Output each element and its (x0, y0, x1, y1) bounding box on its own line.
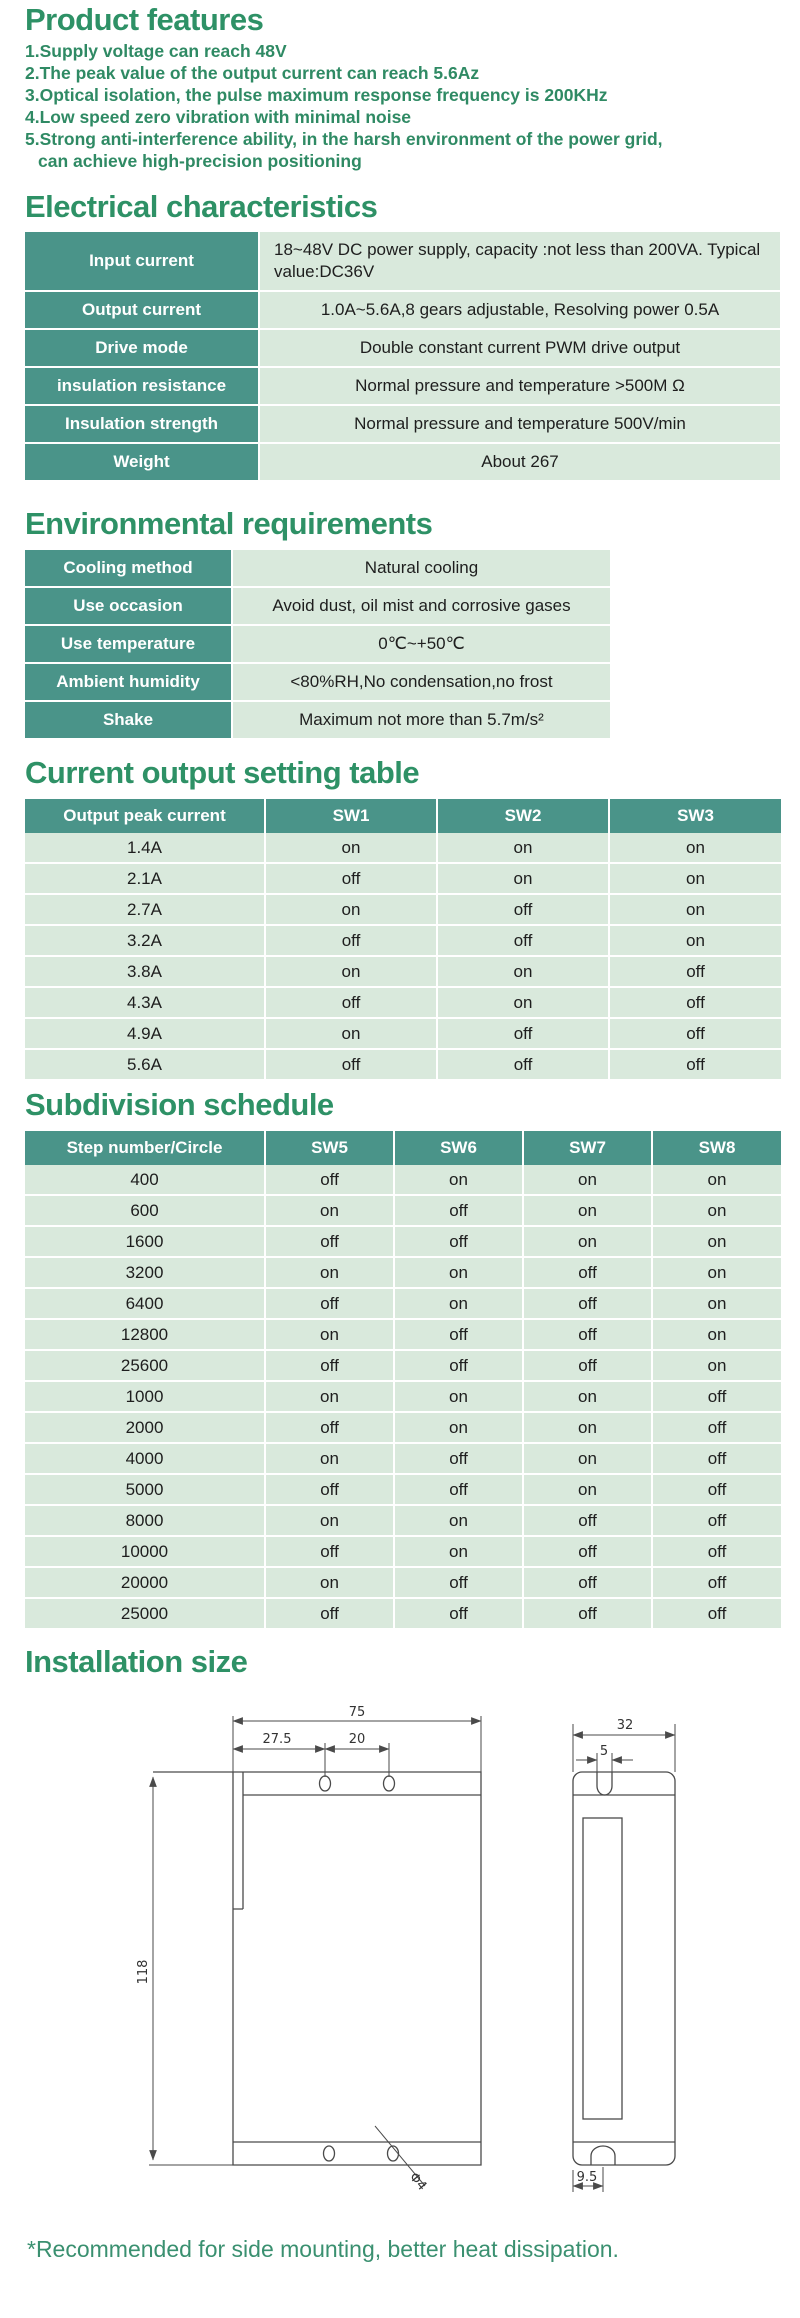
column-header-sw1: SW1 (265, 799, 437, 833)
switch-state-cell: off (265, 987, 437, 1018)
switch-state-cell: off (652, 1381, 781, 1412)
step-number-cell: 5000 (25, 1474, 265, 1505)
switch-state-cell: on (394, 1165, 523, 1195)
switch-state-cell: on (394, 1257, 523, 1288)
table-row (25, 1598, 781, 1628)
column-header-sw6: SW6 (394, 1131, 523, 1165)
footer-note: *Recommended for side mounting, better heat dissipation. (27, 2236, 619, 2262)
section-title-environmental: Environmental requirements (25, 506, 433, 541)
switch-state-cell: on (265, 1257, 394, 1288)
product-feature-item: 4.Low speed zero vibration with minimal noise (25, 107, 412, 127)
table-row (25, 1319, 781, 1350)
switch-state-cell: on (609, 925, 781, 956)
switch-state-cell: on (265, 833, 437, 863)
spec-label-cell: Input current (25, 232, 259, 291)
section-title-product-features: Product features (25, 2, 264, 37)
switch-state-cell: off (394, 1474, 523, 1505)
switch-state-cell: on (394, 1412, 523, 1443)
product-feature-item: can achieve high-precision positioning (38, 151, 362, 171)
dimension-label-side-width: 32 (616, 1718, 634, 1733)
dimension-label-hole-diameter: Φ4 (405, 2169, 430, 2194)
switch-state-cell: off (523, 1350, 652, 1381)
spec-value-cell: Avoid dust, oil mist and corrosive gases (232, 587, 610, 625)
step-number-cell: 8000 (25, 1505, 265, 1536)
spec-row (25, 587, 610, 625)
switch-state-cell: on (523, 1226, 652, 1257)
spec-value-cell: Double constant current PWM drive output (259, 329, 780, 367)
column-header-step-number: Step number/Circle (25, 1131, 265, 1165)
switch-state-cell: on (437, 863, 609, 894)
current-output-setting-table (25, 799, 781, 1079)
spec-label-cell: insulation resistance (25, 367, 259, 405)
column-header-sw2: SW2 (437, 799, 609, 833)
environmental-requirements-table (25, 550, 610, 738)
switch-state-cell: on (265, 1443, 394, 1474)
spec-value-cell: Natural cooling (232, 550, 610, 587)
spec-row (25, 550, 610, 587)
switch-state-cell: on (652, 1165, 781, 1195)
dimension-label-hole-offset: 27.5 (262, 1732, 292, 1747)
switch-state-cell: on (394, 1381, 523, 1412)
switch-state-cell: on (394, 1505, 523, 1536)
switch-state-cell: on (265, 1567, 394, 1598)
switch-state-cell: off (609, 1049, 781, 1079)
step-number-cell: 25000 (25, 1598, 265, 1628)
table-row (25, 1165, 781, 1195)
spec-value-cell: <80%RH,No condensation,no frost (232, 663, 610, 701)
table-row (25, 1443, 781, 1474)
step-number-cell: 12800 (25, 1319, 265, 1350)
product-feature-item: 1.Supply voltage can reach 48V (25, 41, 287, 61)
step-number-cell: 1000 (25, 1381, 265, 1412)
switch-state-cell: off (394, 1195, 523, 1226)
spec-label-cell: Use temperature (25, 625, 232, 663)
step-number-cell: 4000 (25, 1443, 265, 1474)
section-title-current-output: Current output setting table (25, 755, 420, 790)
switch-state-cell: on (265, 1505, 394, 1536)
switch-state-cell: off (394, 1226, 523, 1257)
section-title-electrical: Electrical characteristics (25, 189, 378, 224)
switch-state-cell: off (394, 1567, 523, 1598)
table-row (25, 956, 781, 987)
switch-state-cell: on (394, 1536, 523, 1567)
switch-state-cell: off (652, 1598, 781, 1628)
switch-state-cell: off (437, 894, 609, 925)
switch-state-cell: on (652, 1257, 781, 1288)
switch-state-cell: off (523, 1505, 652, 1536)
spec-label-cell: Weight (25, 443, 259, 480)
spec-value-cell: Normal pressure and temperature >500M Ω (259, 367, 780, 405)
switch-state-cell: on (523, 1381, 652, 1412)
product-feature-item: 5.Strong anti-interference ability, in the harsh environment of the power grid, (25, 129, 663, 149)
spec-row (25, 232, 780, 291)
table-row (25, 1350, 781, 1381)
electrical-characteristics-table (25, 232, 780, 480)
switch-state-cell: off (394, 1443, 523, 1474)
switch-state-cell: off (437, 925, 609, 956)
table-row (25, 1381, 781, 1412)
table-row (25, 1018, 781, 1049)
table-row (25, 1474, 781, 1505)
step-number-cell: 2000 (25, 1412, 265, 1443)
column-header-sw5: SW5 (265, 1131, 394, 1165)
switch-state-cell: off (609, 987, 781, 1018)
switch-state-cell: off (265, 1350, 394, 1381)
product-feature-item: 2.The peak value of the output current can reach 5.6Az (25, 63, 480, 83)
switch-state-cell: on (265, 1018, 437, 1049)
spec-value-cell: Normal pressure and temperature 500V/min (259, 405, 780, 443)
spec-label-cell: Cooling method (25, 550, 232, 587)
switch-state-cell: off (265, 1536, 394, 1567)
spec-row (25, 443, 780, 480)
switch-state-cell: off (265, 1049, 437, 1079)
switch-state-cell: off (437, 1018, 609, 1049)
table-row (25, 1049, 781, 1079)
dimension-label-slot-width: 5 (599, 1744, 609, 1759)
subdivision-schedule-table (25, 1131, 781, 1628)
header-row (25, 799, 781, 833)
section-title-installation: Installation size (25, 1644, 248, 1679)
switch-state-cell: off (523, 1319, 652, 1350)
switch-state-cell: off (652, 1505, 781, 1536)
dimension-label-slot-offset: 9.5 (576, 2170, 598, 2185)
front-view (136, 1705, 481, 2194)
switch-state-cell: off (394, 1598, 523, 1628)
switch-state-cell: off (265, 1598, 394, 1628)
switch-state-cell: off (265, 1288, 394, 1319)
dimension-label-front-width: 75 (348, 1705, 366, 1720)
spec-row (25, 367, 780, 405)
current-value-cell: 3.2A (25, 925, 265, 956)
spec-label-cell: Ambient humidity (25, 663, 232, 701)
step-number-cell: 6400 (25, 1288, 265, 1319)
current-value-cell: 5.6A (25, 1049, 265, 1079)
switch-state-cell: off (652, 1536, 781, 1567)
switch-state-cell: off (652, 1567, 781, 1598)
current-value-cell: 1.4A (25, 833, 265, 863)
table-row (25, 1505, 781, 1536)
spec-label-cell: Use occasion (25, 587, 232, 625)
header-row (25, 1131, 781, 1165)
current-value-cell: 4.3A (25, 987, 265, 1018)
switch-state-cell: off (394, 1350, 523, 1381)
step-number-cell: 600 (25, 1195, 265, 1226)
switch-state-cell: on (652, 1226, 781, 1257)
switch-state-cell: on (265, 956, 437, 987)
step-number-cell: 3200 (25, 1257, 265, 1288)
table-row (25, 987, 781, 1018)
switch-state-cell: off (265, 925, 437, 956)
table-row (25, 1567, 781, 1598)
switch-state-cell: on (652, 1319, 781, 1350)
current-value-cell: 4.9A (25, 1018, 265, 1049)
switch-state-cell: off (265, 1474, 394, 1505)
switch-state-cell: on (265, 1319, 394, 1350)
switch-state-cell: on (265, 1381, 394, 1412)
switch-state-cell: off (523, 1536, 652, 1567)
switch-state-cell: off (609, 1018, 781, 1049)
switch-state-cell: off (523, 1598, 652, 1628)
column-header-sw3: SW3 (609, 799, 781, 833)
switch-state-cell: off (652, 1443, 781, 1474)
table-row (25, 894, 781, 925)
switch-state-cell: off (652, 1412, 781, 1443)
switch-state-cell: on (523, 1443, 652, 1474)
table-row (25, 925, 781, 956)
dimension-label-height: 118 (136, 1959, 151, 1985)
switch-state-cell: off (523, 1257, 652, 1288)
spec-row (25, 625, 610, 663)
spec-value-cell: 18~48V DC power supply, capacity :not less than 200VA. Typical value:DC36V (259, 232, 780, 291)
column-header-sw8: SW8 (652, 1131, 781, 1165)
step-number-cell: 1600 (25, 1226, 265, 1257)
switch-state-cell: off (523, 1288, 652, 1319)
step-number-cell: 25600 (25, 1350, 265, 1381)
switch-state-cell: off (652, 1474, 781, 1505)
switch-state-cell: on (265, 894, 437, 925)
switch-state-cell: off (609, 956, 781, 987)
spec-value-cell: 1.0A~5.6A,8 gears adjustable, Resolving power 0.5A (259, 291, 780, 329)
switch-state-cell: on (652, 1195, 781, 1226)
spec-row (25, 329, 780, 367)
switch-state-cell: on (652, 1288, 781, 1319)
switch-state-cell: on (265, 1195, 394, 1226)
switch-state-cell: on (523, 1195, 652, 1226)
switch-state-cell: on (437, 833, 609, 863)
table-row (25, 1412, 781, 1443)
spec-row (25, 405, 780, 443)
switch-state-cell: off (265, 1165, 394, 1195)
table-row (25, 1257, 781, 1288)
current-value-cell: 2.1A (25, 863, 265, 894)
switch-state-cell: off (394, 1319, 523, 1350)
switch-state-cell: off (265, 863, 437, 894)
table-row (25, 1288, 781, 1319)
switch-state-cell: off (523, 1567, 652, 1598)
product-features-list (25, 40, 785, 172)
switch-state-cell: on (652, 1350, 781, 1381)
spec-value-cell: 0℃~+50℃ (232, 625, 610, 663)
spec-label-cell: Drive mode (25, 329, 259, 367)
switch-state-cell: off (437, 1049, 609, 1079)
product-feature-item: 3.Optical isolation, the pulse maximum response frequency is 200KHz (25, 85, 608, 105)
spec-label-cell: Insulation strength (25, 405, 259, 443)
spec-value-cell: About 267 (259, 443, 780, 480)
switch-state-cell: on (437, 956, 609, 987)
spec-label-cell: Shake (25, 701, 232, 738)
current-value-cell: 3.8A (25, 956, 265, 987)
column-header-output-peak-current: Output peak current (25, 799, 265, 833)
spec-value-cell: Maximum not more than 5.7m/s² (232, 701, 610, 738)
table-row (25, 1195, 781, 1226)
dimension-label-hole-pitch: 20 (348, 1732, 366, 1747)
column-header-sw7: SW7 (523, 1131, 652, 1165)
table-row (25, 1536, 781, 1567)
current-value-cell: 2.7A (25, 894, 265, 925)
step-number-cell: 20000 (25, 1567, 265, 1598)
switch-state-cell: on (523, 1412, 652, 1443)
step-number-cell: 400 (25, 1165, 265, 1195)
table-row (25, 833, 781, 863)
switch-state-cell: off (265, 1226, 394, 1257)
section-title-subdivision: Subdivision schedule (25, 1087, 334, 1122)
step-number-cell: 10000 (25, 1536, 265, 1567)
switch-state-cell: on (523, 1474, 652, 1505)
spec-row (25, 701, 610, 738)
spec-label-cell: Output current (25, 291, 259, 329)
switch-state-cell: on (523, 1165, 652, 1195)
spec-row (25, 663, 610, 701)
switch-state-cell: on (609, 863, 781, 894)
installation-drawing (25, 1689, 785, 2229)
side-view (573, 1718, 675, 2192)
switch-state-cell: off (265, 1412, 394, 1443)
table-row (25, 1226, 781, 1257)
spec-row (25, 291, 780, 329)
switch-state-cell: on (609, 894, 781, 925)
switch-state-cell: on (394, 1288, 523, 1319)
table-row (25, 863, 781, 894)
switch-state-cell: on (609, 833, 781, 863)
switch-state-cell: on (437, 987, 609, 1018)
